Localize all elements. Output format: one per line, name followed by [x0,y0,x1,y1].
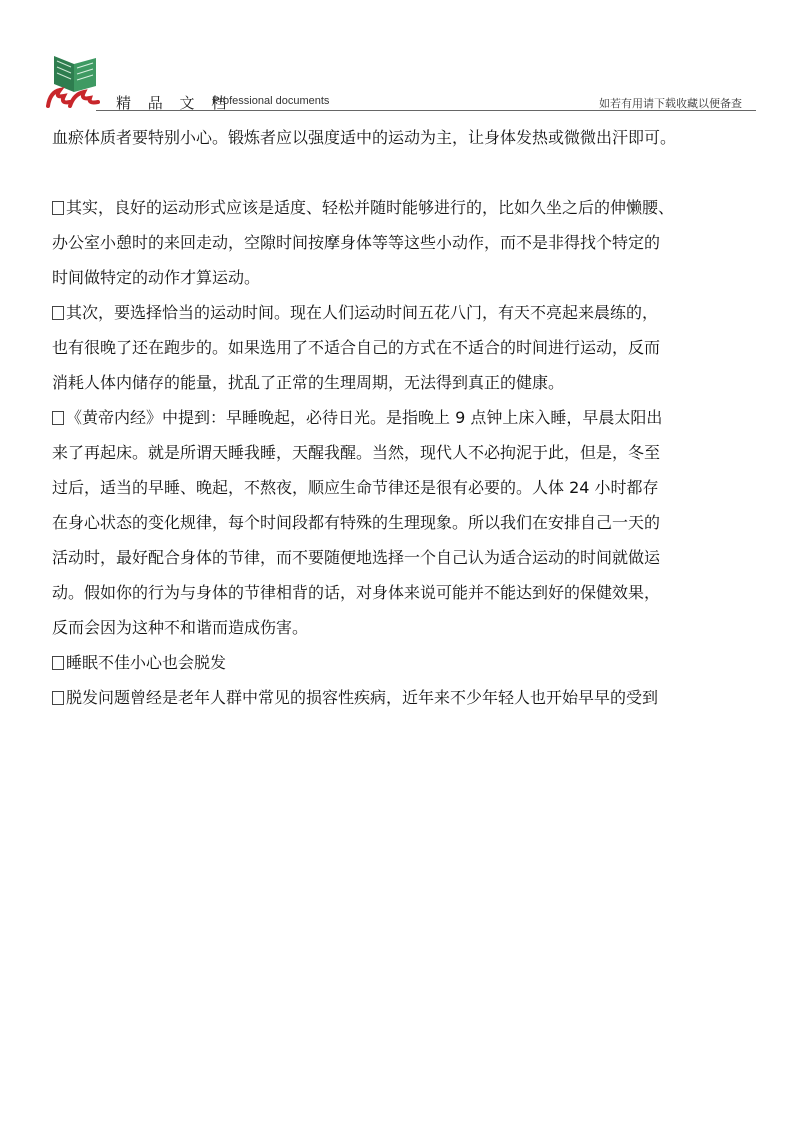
text-line: 脱发问题曾经是老年人群中常见的损容性疾病，近年来不少年轻人也开始早早的受到 [52,680,772,715]
header-right-note: 如若有用请下载收藏以便备查 [599,97,742,110]
text-line: 血瘀体质者要特别小心。锻炼者应以强度适中的运动为主，让身体发热或微微出汗即可。 [52,128,677,147]
text-line: 《黄帝内经》中提到：早睡晚起，必待日光。是指晚上 9 点钟上床入睡，早晨太阳出 [52,400,772,435]
missing-glyph-icon [52,306,64,320]
text-line: 消耗人体内储存的能量，扰乱了正常的生理周期，无法得到真正的健康。 [52,373,565,392]
text-line: 其实，良好的运动形式应该是适度、轻松并随时能够进行的，比如久坐之后的伸懒腰、 [52,190,772,225]
missing-glyph-icon [52,691,64,705]
book-logo-icon [40,52,112,108]
text-line: 反而会因为这种不和谐而造成伤害。 [52,618,309,637]
document-body [52,120,772,715]
header-title-cn: 精 品 文 档 [116,94,233,112]
page-header [0,0,794,112]
text-line: 也有很晚了还在跑步的。如果选用了不适合自己的方式在不适合的时间进行运动，反而 [52,338,661,357]
text-line: 动。假如你的行为与身体的节律相背的话，对身体来说可能并不能达到好的保健效果， [52,583,661,602]
text-line: 活动时，最好配合身体的节律，而不要随便地选择一个自己认为适合运动的时间就做运 [52,548,661,567]
text-line: 来了再起床。就是所谓天睡我睡，天醒我醒。当然，现代人不必拘泥于此，但是，冬至 [52,443,661,462]
text-line: 在身心状态的变化规律，每个时间段都有特殊的生理现象。所以我们在安排自己一天的 [52,513,661,532]
paragraph-gap [52,155,772,190]
text-line: 办公室小憩时的来回走动，空隙时间按摩身体等等这些小动作，而不是非得找个特定的 [52,233,661,252]
missing-glyph-icon [52,201,64,215]
text-line: 时间做特定的动作才算运动。 [52,268,261,287]
missing-glyph-icon [52,411,64,425]
missing-glyph-icon [52,656,64,670]
text-line: 过后，适当的早睡、晚起，不熬夜，顺应生命节律还是很有必要的。人体 24 小时都存 [52,478,659,497]
text-line: 其次，要选择恰当的运动时间。现在人们运动时间五花八门，有天不亮起来晨练的， [52,295,772,330]
header-title-en: Professional documents [212,95,330,107]
section-heading: 睡眠不佳小心也会脱发 [52,645,772,680]
header-divider [96,110,756,111]
